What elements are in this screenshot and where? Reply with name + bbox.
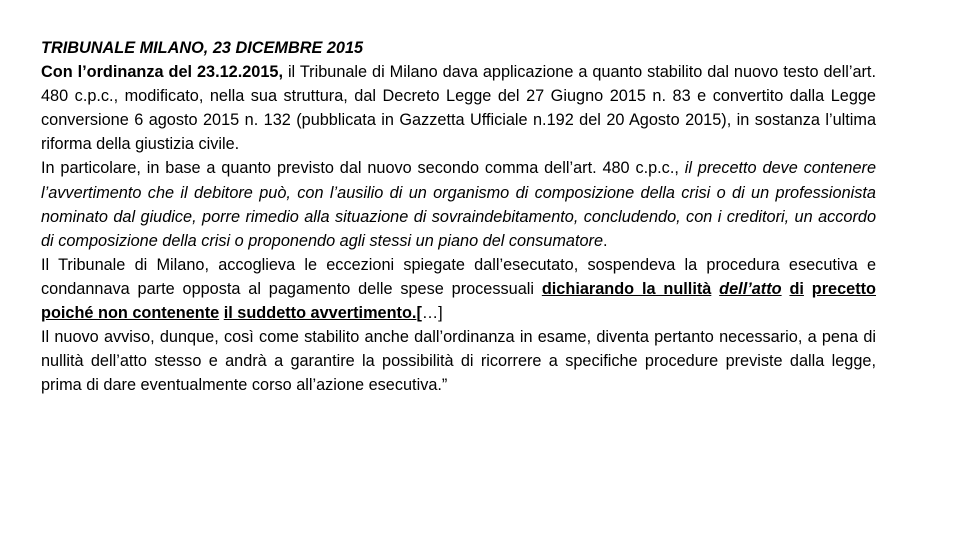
paragraph-lead-bold: Con l’ordinanza del 23.12.2015,: [41, 63, 283, 82]
paragraph-tribunale: [41, 253, 876, 325]
document-title: TRIBUNALE MILANO, 23 DICEMBRE 2015: [41, 39, 364, 57]
paragraph-body: il Tribunale di Milano dava applicazione a quanto stabilito dal nuovo testo dell’art. 480 c.p.c., modificato, nella sua struttura, dal Decreto Legge del 27 Giugno 2015 n. 83 e convertito dalla Legge conversione 6 agosto 2015 n. 132 (pubblicata in Gazzetta Ufficiale n.192 del 20 Agosto 2015), in sostanza l’ultima riforma della giustizia civile.: [41, 63, 876, 154]
ellipsis: …]: [421, 304, 443, 323]
document-body: [41, 36, 876, 397]
underlined-phrase-5: il suddetto avvertimento.: [223, 304, 417, 323]
paragraph-ordinanza: [41, 60, 876, 156]
paragraph-lead: In particolare, in base a quanto previsto dal nuovo secondo comma dell’art. 480 c.p.c.,: [41, 159, 685, 178]
paragraph-lead: Il Tribunale di Milano, accoglieva le eccezioni spiegate dall’esecutato, sospendeva la procedura esecutiva e condannava parte opposta al pagamento delle spese processuali: [41, 255, 876, 298]
bracket-open: [: [416, 304, 422, 323]
underlined-phrase-4: precetto poiché non contenente: [41, 279, 876, 323]
underlined-phrase-2: dell’atto: [719, 279, 782, 298]
underlined-phrase-1: dichiarando la nullità: [541, 279, 712, 298]
paragraph-particolare: [41, 156, 876, 252]
paragraph-nuovo-avviso: Il nuovo avviso, dunque, così come stabilito anche dall’ordinanza in esame, diventa pertanto necessario, a pena di nullità dell’atto stesso e andrà a garantire la possibilità di ricorrere a specifiche procedure previste dalla legge, prima di dare eventualmente corso all’azione esecutiva.”: [41, 328, 876, 395]
paragraph-end: .: [603, 231, 608, 250]
quoted-provision: il precetto deve contenere l’avvertimento che il debitore può, con l’ausilio di un organismo di composizione della crisi o di un professionista nominato dal giudice, porre rimedio alla situazione di sovraindebitamento, concludendo, con i creditori, un accordo di composizione della crisi o proponendo agli stessi un piano del consumatore: [41, 159, 876, 250]
underlined-phrase-3: di: [789, 279, 804, 298]
